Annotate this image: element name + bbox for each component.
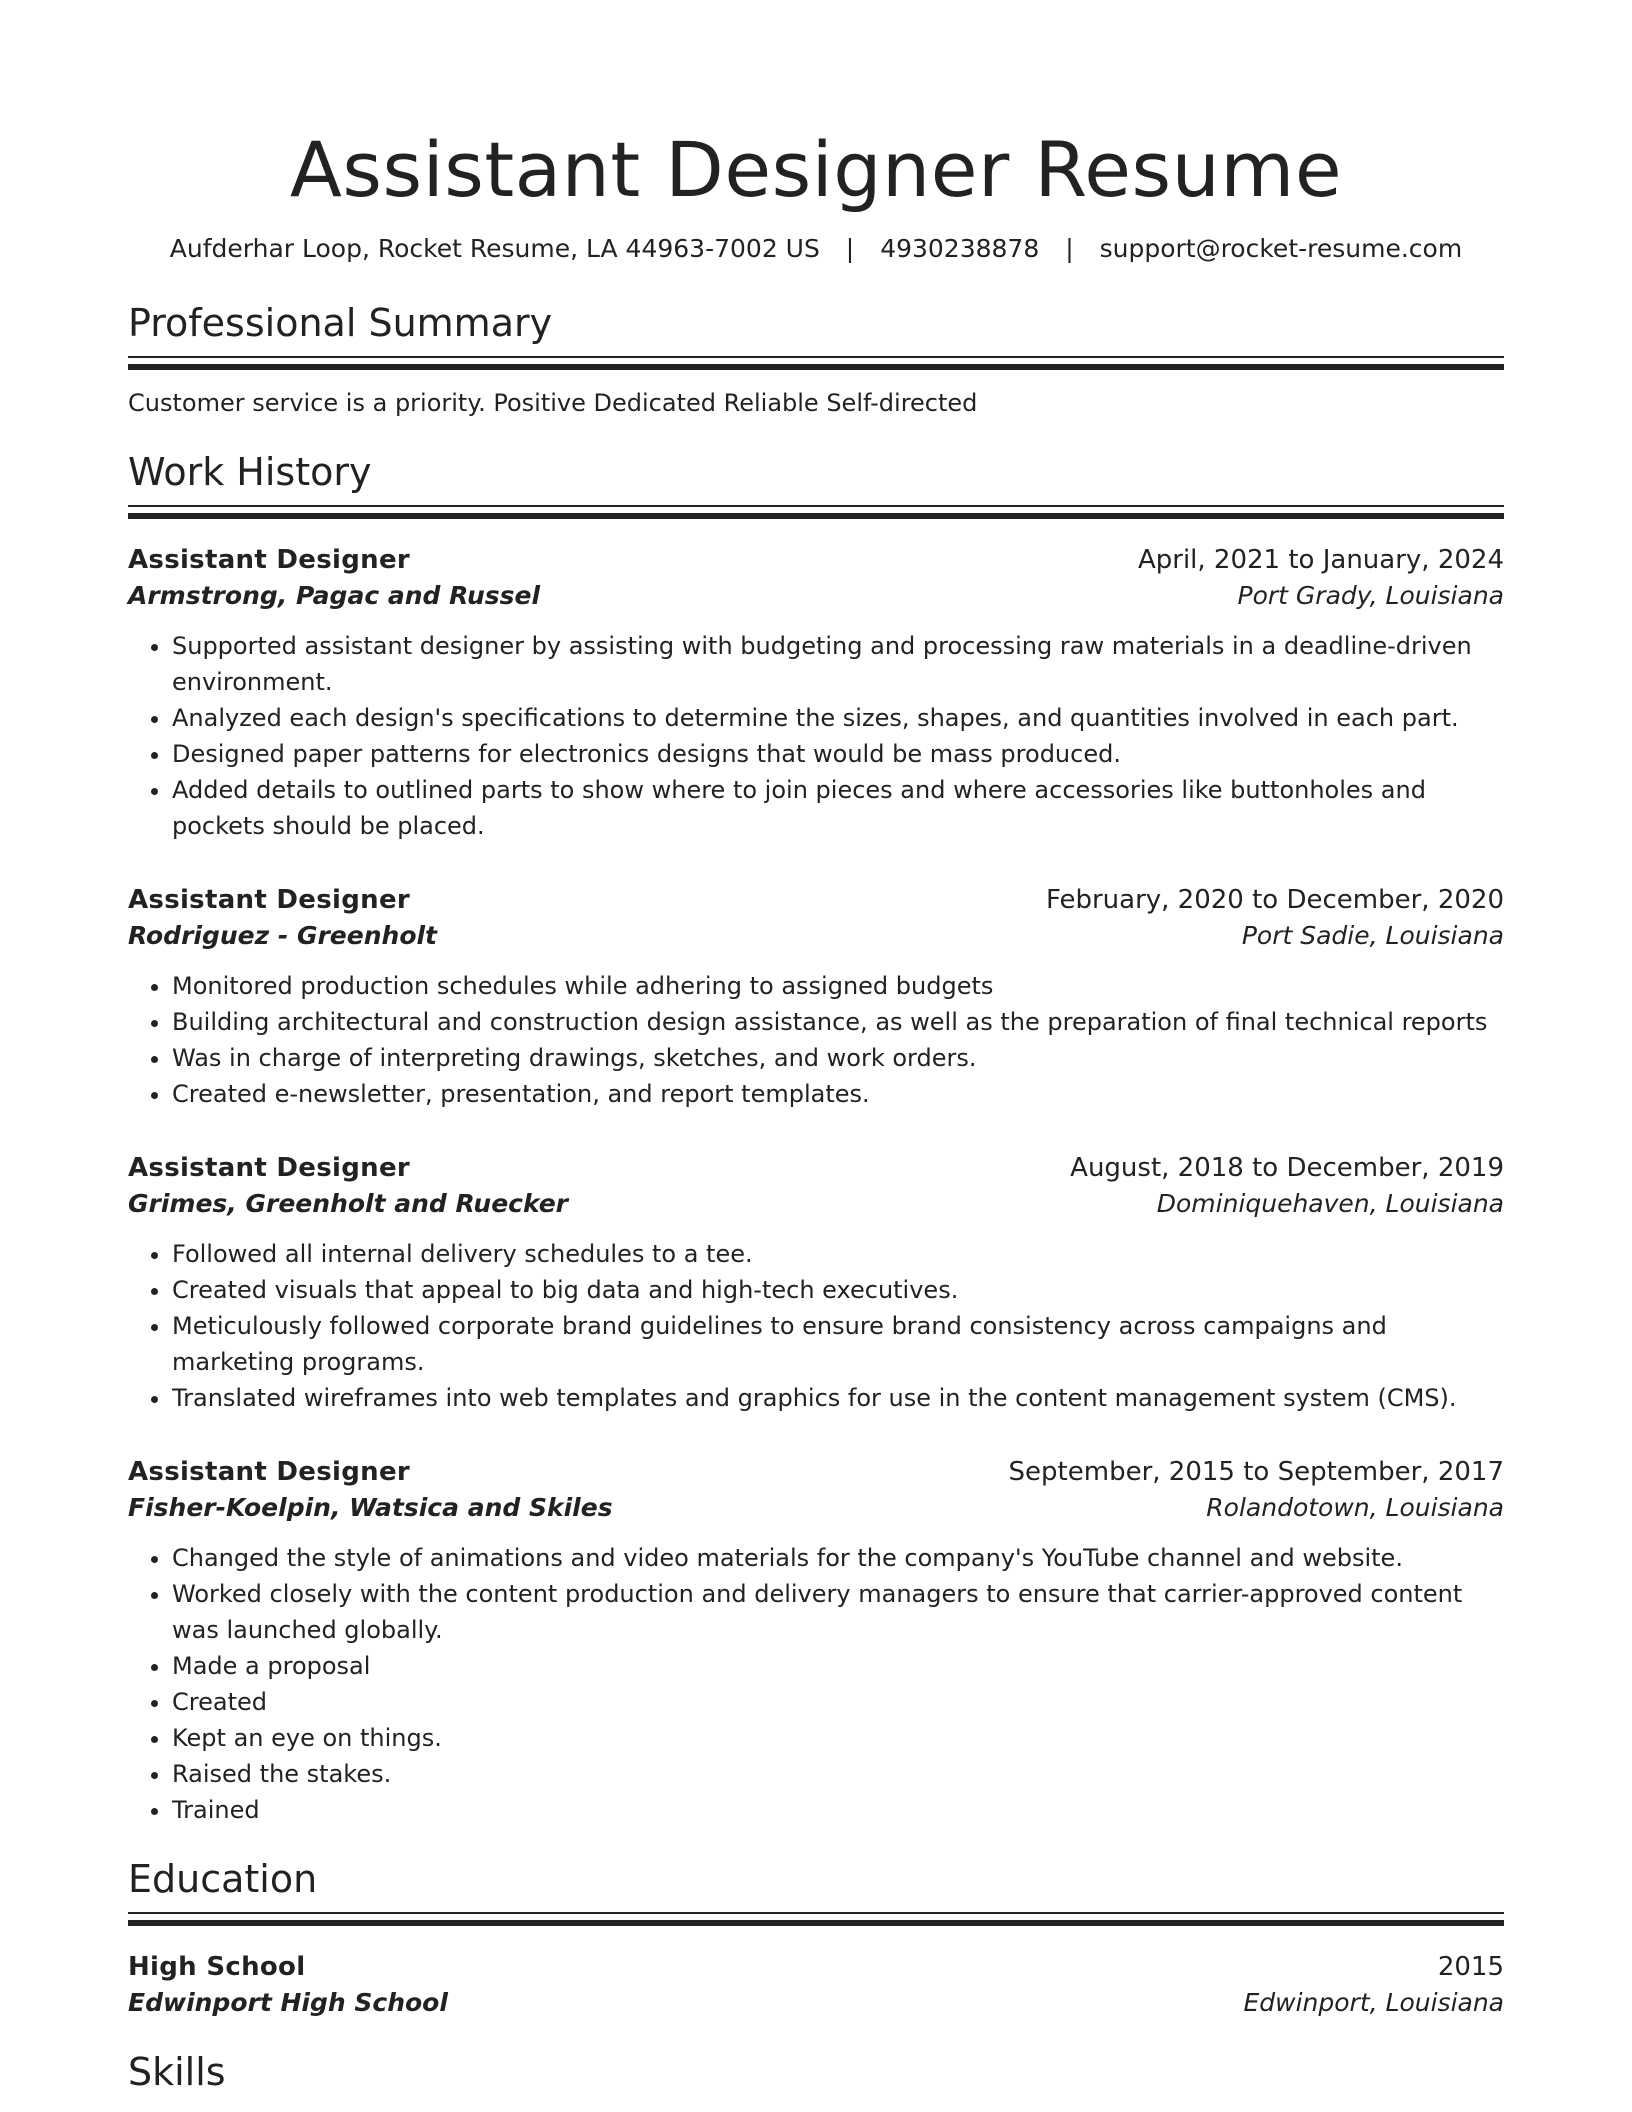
job-company-row bbox=[128, 578, 1504, 614]
job-location: Rolandotown, Louisiana bbox=[1206, 1493, 1504, 1522]
job-bullet: • Supported assistant designer by assisting with budgeting and processing raw materials in a deadline-driven environment. bbox=[172, 628, 1504, 700]
education-degree: High School bbox=[128, 1952, 306, 1982]
job-bullet: • Analyzed each design's specifications to determine the sizes, shapes, and quantities involved in each part. bbox=[172, 700, 1504, 736]
job-bullet: • Created bbox=[172, 1684, 1504, 1720]
job-bullet-list bbox=[128, 1540, 1504, 1828]
job-dates: August, 2018 to December, 2019 bbox=[1070, 1153, 1504, 1183]
section-heading-education: Education bbox=[128, 1857, 318, 1901]
job-bullet: • Trained bbox=[172, 1792, 1504, 1828]
contact-separator: | bbox=[1065, 234, 1074, 263]
contact-email: support@rocket-resume.com bbox=[1099, 234, 1463, 263]
job-title: Assistant Designer bbox=[128, 545, 411, 575]
job-company: Rodriguez - Greenholt bbox=[128, 921, 438, 950]
job-company-row bbox=[128, 1186, 1504, 1222]
job-dates: February, 2020 to December, 2020 bbox=[1045, 885, 1504, 915]
job-company: Fisher-Koelpin, Watsica and Skiles bbox=[128, 1493, 613, 1522]
section-divider bbox=[128, 505, 1504, 522]
job-bullet: • Translated wireframes into web templates and graphics for use in the content management system (CMS). bbox=[172, 1380, 1504, 1416]
job-bullet-list bbox=[128, 968, 1504, 1112]
job-title: Assistant Designer bbox=[128, 1457, 411, 1487]
job-bullet: • Worked closely with the content production and delivery managers to ensure that carrier-approved content was launched globally. bbox=[172, 1576, 1504, 1648]
job-title: Assistant Designer bbox=[128, 885, 411, 915]
education-section bbox=[128, 1856, 1504, 2021]
job-dates: September, 2015 to September, 2017 bbox=[1008, 1457, 1504, 1487]
section-heading-summary: Professional Summary bbox=[128, 301, 553, 345]
job-bullet: • Created visuals that appeal to big data and high-tech executives. bbox=[172, 1272, 1504, 1308]
job-title: Assistant Designer bbox=[128, 1153, 411, 1183]
job-bullet: • Followed all internal delivery schedules to a tee. bbox=[172, 1236, 1504, 1272]
job-company: Grimes, Greenholt and Ruecker bbox=[128, 1189, 569, 1218]
job-entry bbox=[128, 882, 1504, 1112]
job-bullet: • Changed the style of animations and video materials for the company's YouTube channel and website. bbox=[172, 1540, 1504, 1576]
summary-section bbox=[128, 300, 1504, 419]
summary-text: Customer service is a priority. Positive Dedicated Reliable Self-directed bbox=[128, 389, 978, 417]
education-entry bbox=[128, 1949, 1504, 2021]
section-divider bbox=[128, 356, 1504, 373]
job-location: Port Sadie, Louisiana bbox=[1241, 921, 1504, 950]
job-entry bbox=[128, 1150, 1504, 1416]
job-entry bbox=[128, 542, 1504, 844]
job-bullet: • Raised the stakes. bbox=[172, 1756, 1504, 1792]
education-school-row bbox=[128, 1985, 1504, 2021]
job-bullet-list bbox=[128, 1236, 1504, 1416]
section-heading-work-history: Work History bbox=[128, 450, 372, 494]
education-year: 2015 bbox=[1437, 1952, 1504, 1982]
resume-title: Assistant Designer Resume bbox=[289, 125, 1343, 214]
job-dates: April, 2021 to January, 2024 bbox=[1137, 545, 1504, 575]
job-company-row bbox=[128, 1490, 1504, 1526]
job-bullet: • Kept an eye on things. bbox=[172, 1720, 1504, 1756]
job-bullet: • Meticulously followed corporate brand guidelines to ensure brand consistency across campaigns and marketing programs. bbox=[172, 1308, 1504, 1380]
job-bullet: • Designed paper patterns for electronics designs that would be mass produced. bbox=[172, 736, 1504, 772]
section-heading-skills: Skills bbox=[128, 2050, 226, 2094]
work-history-section bbox=[128, 449, 1504, 1828]
section-divider bbox=[128, 1912, 1504, 1929]
job-bullet: • Added details to outlined parts to show where to join pieces and where accessories like buttonholes and pockets should be placed. bbox=[172, 772, 1504, 844]
job-bullet-list bbox=[128, 628, 1504, 844]
job-bullet: • Created e-newsletter, presentation, and report templates. bbox=[172, 1076, 1504, 1112]
job-header-row bbox=[128, 1150, 1504, 1186]
education-school: Edwinport High School bbox=[128, 1988, 448, 2017]
job-header-row bbox=[128, 882, 1504, 918]
education-header-row bbox=[128, 1949, 1504, 1985]
job-company-row bbox=[128, 918, 1504, 954]
job-bullet: • Was in charge of interpreting drawings, sketches, and work orders. bbox=[172, 1040, 1504, 1076]
contact-phone: 4930238878 bbox=[880, 234, 1040, 263]
job-header-row bbox=[128, 1454, 1504, 1490]
job-location: Port Grady, Louisiana bbox=[1237, 581, 1504, 610]
contact-line bbox=[128, 232, 1504, 266]
education-location: Edwinport, Louisiana bbox=[1243, 1988, 1504, 2017]
job-company: Armstrong, Pagac and Russel bbox=[128, 581, 541, 610]
skills-section bbox=[128, 2049, 1504, 2095]
job-bullet: • Building architectural and construction design assistance, as well as the preparation of final technical reports bbox=[172, 1004, 1504, 1040]
job-header-row bbox=[128, 542, 1504, 578]
contact-address: Aufderhar Loop, Rocket Resume, LA 44963-7002 US bbox=[169, 234, 820, 263]
job-location: Dominiquehaven, Louisiana bbox=[1156, 1189, 1504, 1218]
contact-separator: | bbox=[845, 234, 855, 263]
job-bullet: • Made a proposal bbox=[172, 1648, 1504, 1684]
job-entry bbox=[128, 1454, 1504, 1828]
job-bullet: • Monitored production schedules while adhering to assigned budgets bbox=[172, 968, 1504, 1004]
